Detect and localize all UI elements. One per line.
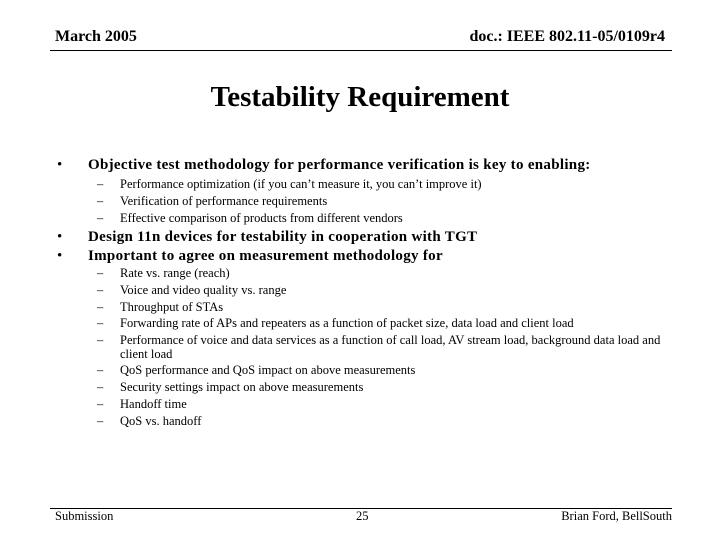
header-rule (50, 50, 672, 51)
sub-bullet-text: QoS vs. handoff (120, 414, 202, 428)
dash-marker: – (97, 266, 104, 280)
footer-submission: Submission (55, 509, 114, 523)
sub-bullet-text: Security settings impact on above measurements (120, 380, 364, 394)
bullet-text: Design 11n devices for testability in cooperation with TGT (88, 229, 478, 245)
sub-bullet-text: Voice and video quality vs. range (120, 283, 287, 297)
bullet-marker: • (57, 229, 63, 245)
dash-marker: – (97, 177, 104, 191)
bullet-marker: • (57, 157, 63, 173)
sub-bullet-text: Throughput of STAs (120, 300, 224, 314)
dash-marker: – (97, 300, 104, 314)
sub-bullet-text: Performance of voice and data services as a function of call load, AV stream load, background data load and client load (120, 333, 661, 361)
dash-marker: – (97, 397, 104, 411)
bullet-text: Objective test methodology for performance verification is key to enabling: (88, 157, 591, 173)
bullet-marker: • (57, 248, 63, 264)
sub-bullet-text: Rate vs. range (reach) (120, 266, 230, 280)
dash-marker: – (97, 194, 104, 208)
bullet-text: Important to agree on measurement methodology for (88, 248, 443, 264)
slide-title: Testability Requirement (210, 81, 510, 113)
dash-marker: – (97, 316, 104, 330)
sub-bullet-text: Verification of performance requirements (120, 194, 328, 208)
dash-marker: – (97, 283, 104, 297)
sub-bullet-text: Forwarding rate of APs and repeaters as a function of packet size, data load and client load (120, 316, 574, 330)
header-date: March 2005 (55, 28, 137, 45)
sub-bullet-text: Performance optimization (if you can’t measure it, you can’t improve it) (120, 177, 482, 191)
sub-bullet-text: Handoff time (120, 397, 187, 411)
dash-marker: – (97, 380, 104, 394)
footer-page-number: 25 (356, 509, 369, 523)
sub-bullet-text: Effective comparison of products from different vendors (120, 211, 403, 225)
dash-marker: – (97, 333, 104, 347)
dash-marker: – (97, 363, 104, 377)
header-document-id: doc.: IEEE 802.11-05/0109r4 (469, 28, 665, 45)
dash-marker: – (97, 414, 104, 428)
sub-bullet-text: QoS performance and QoS impact on above measurements (120, 363, 416, 377)
footer-author: Brian Ford, BellSouth (561, 509, 672, 523)
dash-marker: – (97, 211, 104, 225)
